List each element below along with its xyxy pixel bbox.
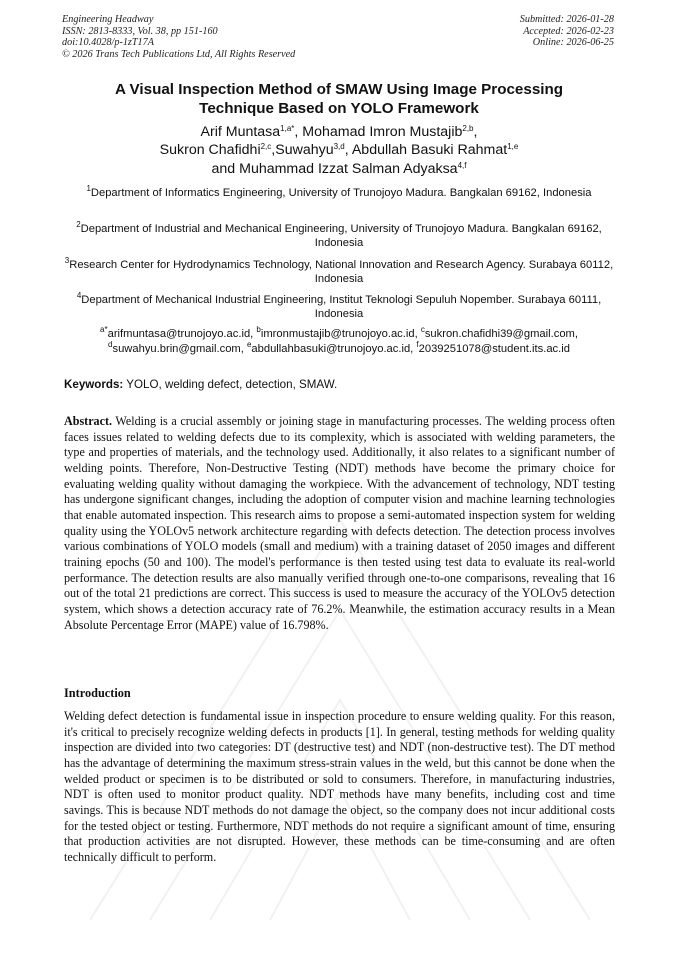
email-link[interactable]: suwahyu.brin@gmail.com,: [112, 343, 244, 355]
affiliation-number: 3: [64, 256, 70, 265]
doi-line: doi:10.4028/p-1zT17A: [62, 37, 154, 49]
introduction-heading: Introduction: [64, 686, 131, 700]
affiliation-3: [54, 258, 624, 287]
email-link[interactable]: imronmustajib@trunojoyo.ac.id,: [260, 328, 418, 340]
affiliation-text: Department of Mechanical Industrial Engineering, Institut Teknologi Sepuluh Nopember. Surabaya 60111, Indonesia: [81, 294, 602, 321]
email-link[interactable]: 2039251078@student.its.ac.id: [418, 343, 570, 355]
authors-line-2: Sukron Chafidhi$^{2,c}$,Suwahyu$^{3,d}$, Abdullah Basuki Rahmat$^{1,e}$: [159, 142, 519, 159]
email-sup: a*: [100, 325, 108, 334]
keywords-section: [64, 378, 624, 392]
author-name: and Muhammad Izzat Salman Adyaksa: [211, 160, 458, 177]
author-sup: 3,d: [333, 142, 345, 152]
online-date: Online: 2026-06-25: [532, 37, 614, 49]
author-sup: 1,a*: [280, 124, 295, 133]
email-list: [40, 327, 638, 357]
issn-line: ISSN: 2813-8333, Vol. 38, pp 151-160: [62, 25, 218, 37]
abstract-text: Welding is a crucial assembly or joining stage in manufacturing processes. The welding process often faces issues related to welding defects due to its complexity, which is associated with welding parameters, the type and properties of materials, and the technology used. Additionally, it also relates to a significant number of welding points. Therefore, Non-Destructive Testing (NDT) methods have become the primary choice for evaluating welding quality without damaging the workpiece. With the advancement of technology, NDT testing has undergone significant changes, including the adoption of computer vision and machine learning technologies that enable automated inspection. This research aims to propose a semi-automated inspection system for welding quality using the YOLOv5 network architecture regarding with defects detection. The detection process involves various combinations of YOLO models (small and medium) with a training dataset of 2050 images and different training epochs (50 and 100). The model's performance is then tested using test data to evaluate its real-world performance. The detection results are also manually verified through one-to-one comparisons, revealing that 16 out of the total 21 predictions are correct. This success is used to measure the accuracy of the YOLOv5 detection system, which shows a detection accuracy rate of 76.2%. Meanwhile, the estimation accuracy results in a Mean Absolute Percentage Error (MAPE) value of 16.798%.: [64, 414, 615, 632]
email-link[interactable]: sukron.chafidhi39@gmail.com,: [424, 328, 578, 340]
affiliation-text: Department of Informatics Engineering, University of Trunojoyo Madura. Bangkalan 69162, Indonesia: [90, 187, 592, 199]
affiliation-text: Department of Industrial and Mechanical Engineering, University of Trunojoyo Madura. Bangkalan 69162, Indonesia: [80, 223, 602, 250]
email-sup: b: [256, 325, 261, 334]
publication-dates: [520, 14, 614, 49]
affiliation-text: Research Center for Hydrodynamics Technology, National Innovation and Research Agency. Surabaya 60112, Indonesia: [69, 259, 614, 286]
affiliation-number: 1: [86, 184, 91, 193]
email-sup: f: [416, 340, 419, 349]
introduction-text: Welding defect detection is fundamental issue in inspection procedure to ensure welding quality. For this reason, it's critical to precisely recognize welding defects in products [1]. In general, testing methods for welding quality inspection are divided into two categories: DT (destructive test) and NDT (non-destructive test). The DT method has the advantage of determining the maximum stress-strain values in the weld, but this cannot be done when the welded product or specimen is to be distributed or sold to consumers. Therefore, in manufacturing industries, NDT is often used to monitor product quality. NDT methods have many benefits, including cost and time savings. This is because NDT methods do not damage the object, so the company does not incur additional costs for the tested object or testing. Furthermore, NDT methods do not require a significant amount of time, ensuring that production activities are not disrupted. However, these methods can be time-consuming and are often technically difficult to perform.: [64, 709, 615, 864]
author-name: Sukron Chafidhi: [159, 142, 261, 159]
introduction-paragraph: [64, 709, 615, 866]
authors-line-3: [40, 160, 638, 178]
author-sup: 1,e: [507, 142, 519, 152]
email-link[interactable]: abdullahbasuki@trunojoyo.ac.id,: [251, 343, 414, 355]
paper-title: [40, 81, 638, 118]
author-sup: 4,f: [457, 160, 467, 170]
keywords-label: Keywords:: [64, 378, 124, 391]
abstract-paragraph: [64, 414, 615, 633]
email-link[interactable]: arifmuntasa@trunojoyo.ac.id,: [107, 328, 254, 340]
author-sup: 2,b: [462, 124, 474, 133]
title-line-2: Technique Based on YOLO Framework: [199, 99, 479, 117]
affiliation-2: [54, 222, 624, 251]
affiliation-1: [54, 186, 624, 200]
emails-line-1: [40, 327, 638, 342]
keywords-text: YOLO, welding defect, detection, SMAW.: [126, 378, 338, 391]
abstract-label: Abstract.: [64, 414, 113, 428]
affiliation-number: 4: [76, 291, 82, 300]
copyright-line: © 2026 Trans Tech Publications Ltd, All Rights Reserved: [62, 48, 296, 60]
author-name: Suwahyu: [275, 142, 334, 159]
accepted-date: Accepted: 2026-02-23: [523, 25, 614, 37]
emails-line-2: [40, 342, 638, 357]
author-name: Abdullah Basuki Rahmat: [351, 142, 508, 159]
affiliation-4: [54, 293, 624, 322]
authors-line-1: Arif Muntasa$^{1,a*}$, Mohamad Imron Mustajib$^{2,b}$,: [200, 124, 478, 140]
submitted-date: Submitted: 2026-01-28: [519, 14, 614, 25]
author-name: Mohamad Imron Mustajib: [302, 124, 463, 140]
email-sup: e: [246, 340, 252, 349]
author-sup: 2,c: [260, 142, 272, 152]
email-sup: d: [108, 340, 113, 349]
journal-info: [62, 14, 295, 60]
title-line-1: A Visual Inspection Method of SMAW Using Image Processing: [114, 81, 564, 98]
author-name: Arif Muntasa: [200, 124, 281, 140]
journal-name: Engineering Headway: [62, 14, 154, 25]
email-sup: c: [420, 325, 425, 334]
affiliation-number: 2: [76, 220, 81, 229]
author-list: [40, 123, 638, 178]
